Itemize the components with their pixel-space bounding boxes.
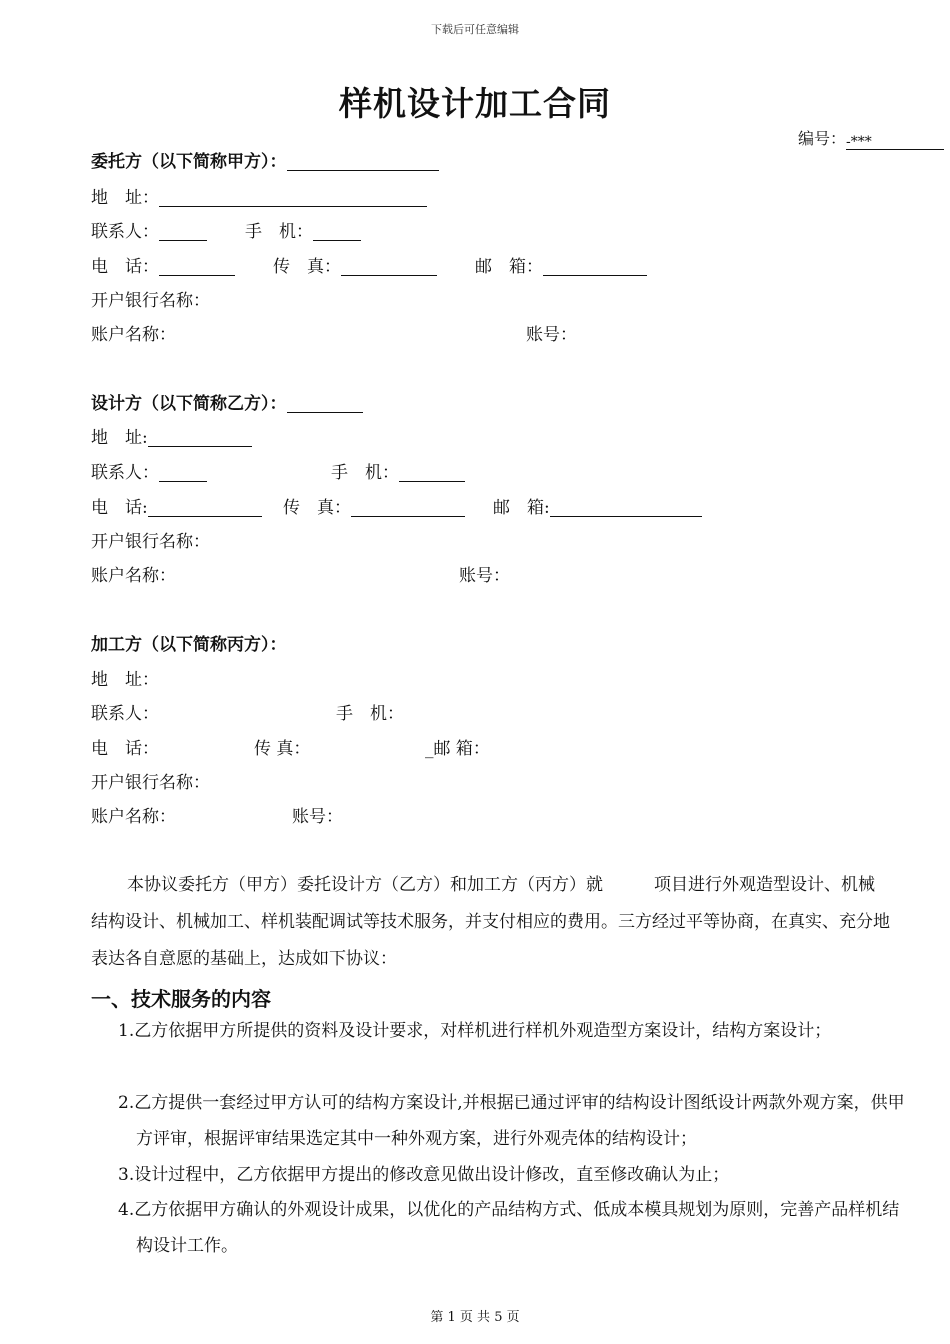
- party-a-heading-text: 委托方（以下简称甲方）：: [91, 152, 287, 172]
- party-a-phone-blank: [159, 257, 235, 276]
- section-1-item-4-text: 4.乙方依据甲方确认的外观设计成果，以优化的产品结构方式、低成本模具规划为原则，完善产品样机结构设计工作。: [118, 1200, 900, 1256]
- intro-paragraph: 本协议委托方（甲方）委托设计方（乙方）和加工方（丙方）就 项目进行外观造型设计、机械结构设计、机械加工、样机装配调试等技术服务，并支付相应的费用。三方经过平等协商，在真实、充分地表达各自意愿的基础上，达成如下协议：: [91, 875, 890, 969]
- page-footer: 第 1 页 共 5 页: [430, 1310, 520, 1325]
- party-b-heading-text: 设计方（以下简称乙方）：: [91, 394, 287, 414]
- party-b-address-blank: [148, 428, 252, 447]
- party-b-phone-blank: [148, 498, 262, 517]
- party-a-account-name-label: 账户名称：: [91, 325, 176, 345]
- party-b-bank-label: 开户银行名称：: [91, 532, 210, 552]
- party-a-contact-blank: [159, 222, 207, 241]
- party-b-mobile-row: [331, 462, 465, 484]
- party-a-email-row: [475, 256, 647, 278]
- party-a-address-blank: [159, 188, 427, 207]
- header-note: 下载后可任意编辑: [431, 23, 519, 36]
- party-b-mobile-blank: [399, 463, 465, 482]
- party-a-mobile-row: [245, 221, 361, 243]
- document-title: 样机设计加工合同: [339, 84, 611, 123]
- party-a-fax-label: 传 真：: [273, 257, 341, 277]
- party-a-email-label: 邮 箱：: [475, 257, 543, 277]
- party-b-email-row: [493, 497, 702, 519]
- party-b-fax-row: [283, 497, 465, 519]
- party-a-name-blank: [287, 152, 439, 171]
- party-a-account-no-label: 账号：: [526, 325, 577, 345]
- party-b-account-name-label: 账户名称：: [91, 566, 176, 586]
- party-b-address-row: [91, 427, 252, 449]
- party-a-fax-blank: [341, 257, 437, 276]
- party-b-phone-row: [91, 497, 262, 519]
- party-a-mobile-label: 手 机：: [245, 222, 313, 242]
- party-a-address-label: 地 址：: [91, 188, 159, 208]
- party-c-fax-label: 传 真：: [254, 739, 311, 759]
- party-b-contact-blank: [159, 463, 207, 482]
- party-c-mobile-label: 手 机：: [336, 704, 404, 724]
- section-1-item-3-text: 3.设计过程中，乙方依据甲方提出的修改意见做出设计修改，直至修改确认为止；: [118, 1165, 730, 1185]
- party-b-name-blank: [287, 394, 363, 413]
- party-a-bank-label: 开户银行名称：: [91, 291, 210, 311]
- section-1-item-4: [118, 1192, 908, 1264]
- party-a-contact-row: [91, 221, 207, 243]
- party-b-fax-blank: [351, 498, 465, 517]
- section-1-item-3: [118, 1157, 908, 1193]
- party-b-mobile-label: 手 机：: [331, 463, 399, 483]
- party-a-fax-row: [273, 256, 437, 278]
- party-c-phone-label: 电 话：: [91, 739, 159, 759]
- section-1-heading: 一、技术服务的内容: [91, 987, 271, 1011]
- party-b-account-no-label: 账号：: [459, 566, 510, 586]
- party-a-address-row: [91, 187, 427, 209]
- party-a-phone-row: [91, 256, 235, 278]
- party-c-heading: 加工方（以下简称丙方）：: [91, 635, 287, 655]
- party-c-bank-label: 开户银行名称：: [91, 773, 210, 793]
- party-a-email-blank: [543, 257, 647, 276]
- party-b-contact-row: [91, 462, 207, 484]
- party-c-contact-label: 联系人：: [91, 704, 159, 724]
- party-c-account-name-label: 账户名称：: [91, 807, 176, 827]
- party-b-contact-label: 联系人：: [91, 463, 159, 483]
- party-a-contact-label: 联系人：: [91, 222, 159, 242]
- party-b-email-label: 邮 箱:: [493, 498, 550, 518]
- document-number: [798, 126, 944, 150]
- party-b-phone-label: 电 话:: [91, 498, 148, 518]
- party-b-email-blank: [550, 498, 702, 517]
- section-1-item-1-text: 1.乙方依据甲方所提供的资料及设计要求，对样机进行样机外观造型方案设计，结构方案设计；: [118, 1021, 832, 1041]
- doc-no-label: 编号：: [798, 129, 847, 148]
- section-1-item-2-text: 2.乙方提供一套经过甲方认可的结构方案设计,并根据已通过评审的结构设计图纸设计两款外观方案，供甲方评审，根据评审结果选定其中一种外观方案，进行外观壳体的结构设计；: [118, 1093, 905, 1149]
- party-b-heading: [91, 393, 363, 415]
- party-b-address-label: 地 址:: [91, 428, 148, 448]
- section-1-item-1: [118, 1013, 908, 1049]
- party-b-fax-label: 传 真：: [283, 498, 351, 518]
- party-a-heading: [91, 151, 439, 173]
- party-c-account-no-label: 账号：: [292, 807, 343, 827]
- party-a-phone-label: 电 话：: [91, 257, 159, 277]
- party-c-address-label: 地 址：: [91, 670, 159, 690]
- party-a-mobile-blank: [313, 222, 361, 241]
- doc-no-value: -***: [846, 135, 944, 150]
- party-c-email-label: _邮 箱：: [425, 739, 490, 759]
- section-1-item-2: [118, 1085, 908, 1157]
